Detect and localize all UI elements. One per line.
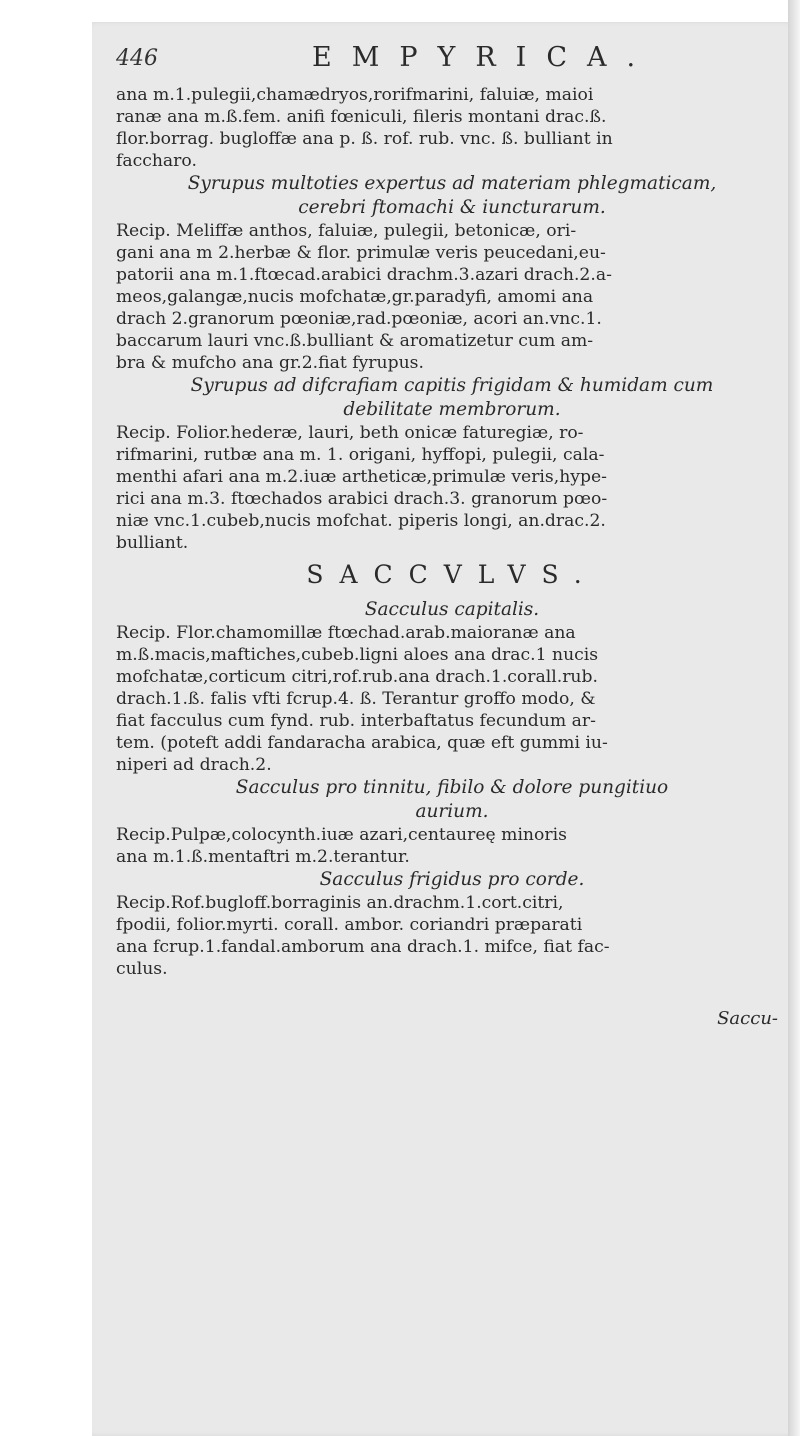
text-line: drach.1.ß. falis vfti fcrup.4. ß. Terantur groffo modo, &	[116, 689, 596, 709]
text-line: menthi afari ana m.2.iuæ artheticæ,primulæ veris,hype-	[116, 467, 607, 487]
text-line: rifmarini, rutbæ ana m. 1. origani, hyffopi, pulegii, cala-	[116, 445, 605, 465]
text-line: Recip. Meliffæ anthos, faluiæ, pulegii, betonicæ, ori-	[116, 221, 577, 241]
heading-line: Syrupus ad difcrafiam capitis frigidam & humidam cum	[190, 375, 714, 396]
text-line: Recip.Pulpæ,colocynth.iuæ azari,centaureę minoris	[116, 825, 567, 845]
text-line: niperi ad drach.2.	[116, 755, 272, 775]
text-line: flor.borrag. bugloffæ ana p. ß. rof. rub. vnc. ß. bulliant in	[116, 129, 613, 149]
text-line: drach 2.granorum pœoniæ,rad.pœoniæ, acori an.vnc.1.	[116, 309, 602, 329]
recipe-heading	[116, 374, 788, 422]
text-line: Recip.Rof.bugloff.borraginis an.drachm.1.cort.citri,	[116, 893, 564, 913]
section-title	[116, 558, 788, 592]
page-header	[116, 42, 788, 84]
paragraph	[116, 892, 788, 980]
text-line: m.ß.macis,maftiches,cubeb.ligni aloes ana drac.1 nucis	[116, 645, 599, 665]
catchword: Saccu-	[717, 1008, 778, 1029]
text-line: culus.	[116, 959, 168, 979]
text-line: patorii ana m.1.ftœcad.arabici drachm.3.azari drach.2.a-	[116, 265, 612, 285]
heading-line: cerebri ftomachi & iuncturarum.	[298, 197, 606, 218]
text-line: niæ vnc.1.cubeb,nucis mofchat. piperis longi, an.drac.2.	[116, 511, 606, 531]
text-line: ana m.1.ß.mentaftri m.2.terantur.	[116, 847, 410, 867]
text-line: ana fcrup.1.fandal.amborum ana drach.1. mifce, fiat fac-	[116, 937, 610, 957]
heading-line: Sacculus frigidus pro corde.	[319, 869, 585, 890]
recipe-heading	[116, 776, 788, 824]
text-line: tem. (poteft addi fandaracha arabica, quæ eft gummi iu-	[116, 733, 608, 753]
text-line: mofchatæ,corticum citri,rof.rub.ana drach.1.corall.rub.	[116, 667, 598, 687]
paragraph	[116, 824, 788, 868]
text-line: fiat facculus cum fynd. rub. interbaftatus fecundum ar-	[116, 711, 596, 731]
section-line: SACCVLVS.	[306, 560, 598, 589]
text-line: ranæ ana m.ß.fem. anifi fœniculi, fileris montani drac.ß.	[116, 107, 607, 127]
heading-line: Syrupus multoties expertus ad materiam phlegmaticam,	[187, 173, 717, 194]
body-text	[116, 84, 788, 980]
page-edge	[788, 0, 800, 1436]
paragraph	[116, 220, 788, 374]
text-line: mеos,galangæ,nucis mofchatæ,gr.paradyfi, amomi ana	[116, 287, 594, 307]
text-line: rici ana m.3. ftœchados arabici drach.3. granorum pœo-	[116, 489, 608, 509]
heading-line: Sacculus pro tinnitu, fibilo & dolore pungitiuo	[235, 777, 669, 798]
text-line: bulliant.	[116, 533, 189, 553]
text-line: bra & mufcho ana gr.2.fiat fyrupus.	[116, 353, 424, 373]
heading-line: aurium.	[415, 801, 489, 822]
text-line: fpodii, folior.myrti. corall. ambor. coriandri præparati	[116, 915, 583, 935]
heading-line: debilitate membrorum.	[343, 399, 561, 420]
text-line: ana m.1.pulegii,chamædryos,rorifmarini, faluiæ, maioi	[116, 85, 594, 105]
heading-line: Sacculus capitalis.	[364, 599, 540, 620]
text-line: faccharo.	[116, 151, 197, 171]
recipe-heading	[116, 172, 788, 220]
paragraph	[116, 84, 788, 172]
running-head: EMPYRICA.	[312, 42, 656, 73]
text-line: baccarum lauri vnc.ß.bulliant & aromatizetur cum am-	[116, 331, 594, 351]
page-number: 446	[116, 46, 158, 71]
paragraph	[116, 422, 788, 554]
text-line: Recip. Folior.hederæ, lauri, beth onicæ faturegiæ, ro-	[116, 423, 584, 443]
text-line: gani ana m 2.herbæ & flor. primulæ veris peucedani,eu-	[116, 243, 606, 263]
paragraph	[116, 622, 788, 776]
recipe-heading	[116, 598, 788, 622]
recipe-heading	[116, 868, 788, 892]
page-content	[116, 42, 788, 1029]
text-line: Recip. Flor.chamomillæ ftœchad.arab.maioranæ ana	[116, 623, 576, 643]
